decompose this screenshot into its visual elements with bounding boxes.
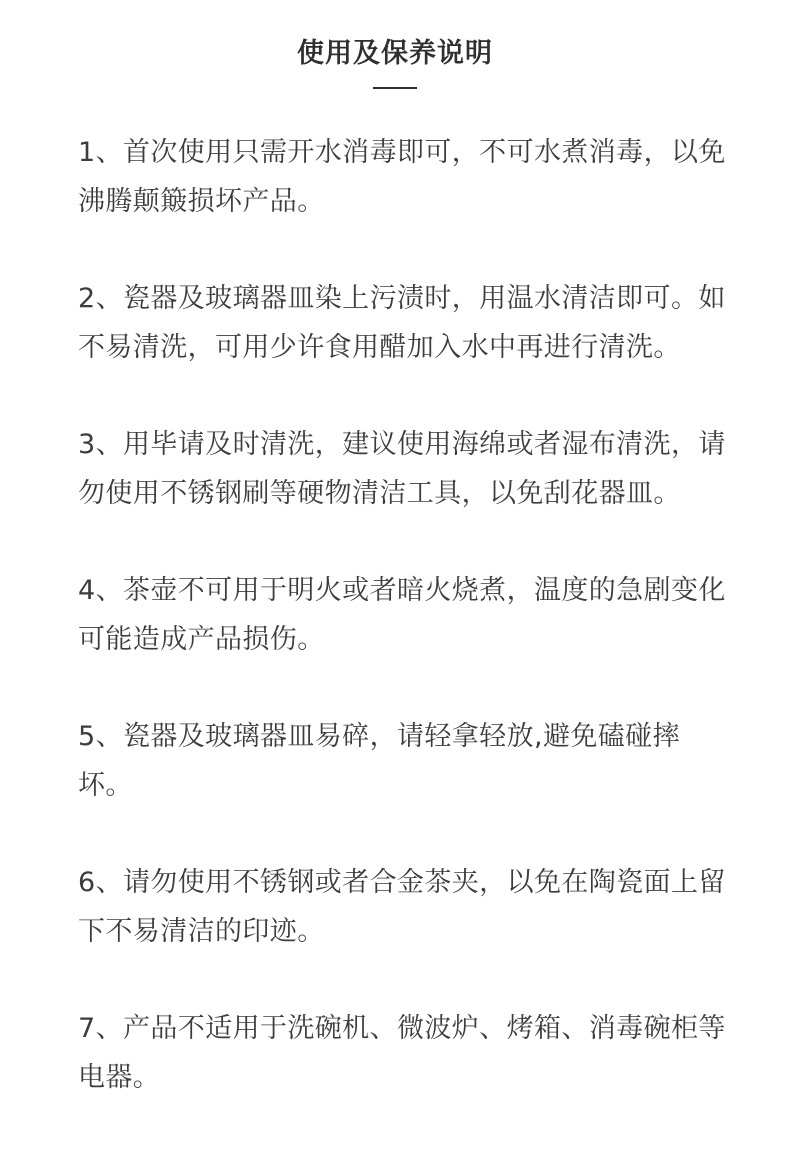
- page-header: [0, 0, 790, 120]
- instruction-item-5: 5、瓷器及玻璃器皿易碎，请轻拿轻放,避免磕碰摔坏。: [78, 721, 680, 801]
- page-title: 使用及保养说明: [297, 38, 493, 69]
- instruction-item-1: 1、首次使用只需开水消毒即可，不可水煮消毒，以免沸腾颠簸损坏产品。: [78, 137, 726, 217]
- title-underline: [373, 87, 417, 89]
- instruction-item-6: 6、请勿使用不锈钢或者合金茶夹，以免在陶瓷面上留下不易清洁的印迹。: [78, 867, 726, 947]
- instruction-item-3: 3、用毕请及时清洗，建议使用海绵或者湿布清洗，请勿使用不锈钢刷等硬物清洁工具，以免刮花器皿。: [78, 429, 726, 509]
- instruction-item-2: 2、瓷器及玻璃器皿染上污渍时，用温水清洁即可。如不易清洗，可用少许食用醋加入水中再进行清洗。: [78, 283, 726, 363]
- instruction-list: [78, 128, 728, 1150]
- instruction-item-7: 7、产品不适用于洗碗机、微波炉、烤箱、消毒碗柜等电器。: [78, 1013, 726, 1093]
- instruction-item-4: 4、茶壶不可用于明火或者暗火烧煮，温度的急剧变化可能造成产品损伤。: [78, 575, 726, 655]
